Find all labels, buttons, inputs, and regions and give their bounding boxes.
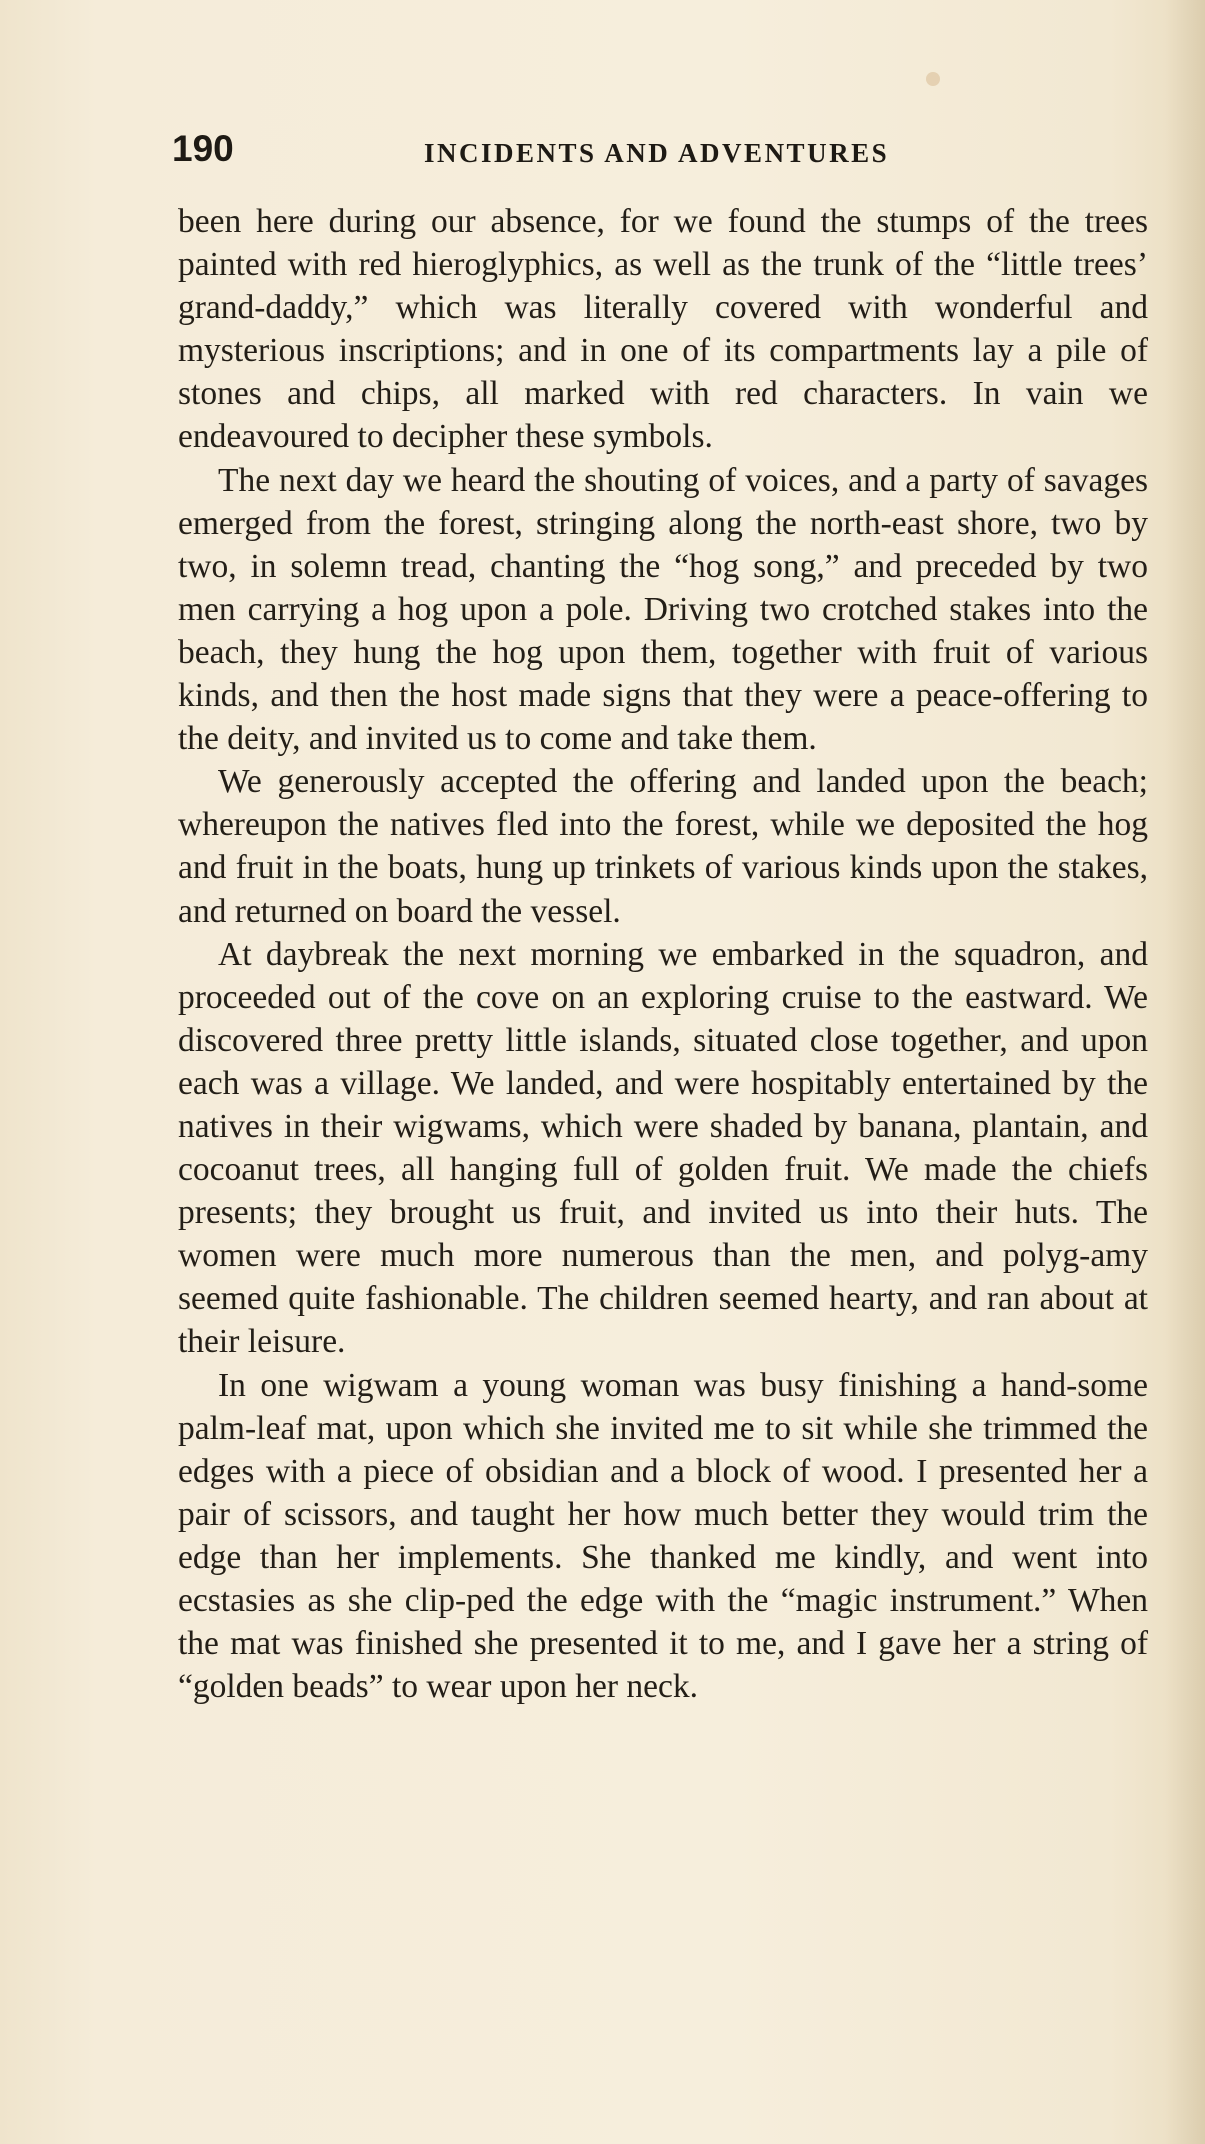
page-edge-shadow [1165, 0, 1205, 2144]
page-number: 190 [172, 128, 234, 169]
page-header [172, 128, 1172, 188]
paragraph-1: been here during our absence, for we found the stumps of the trees painted with red hieroglyphics, as well as the trunk of the “little trees’ grand-daddy,” which was literally covered with wonderful and mysterious inscriptions; and in one of its compartments lay a pile of stones and chips, all marked with red characters. In vain we endeavoured to decipher these symbols. [178, 203, 1148, 456]
paragraph-5: In one wigwam a young woman was busy finishing a hand-some palm-leaf mat, upon which she invited me to sit while she trimmed the edges with a piece of obsidian and a block of wood. I presented her a pair of scissors, and taught her how much better they would trim the edge than her implements. She thanked me kindly, and went into ecstasies as she clip-ped the edge with the “magic instrument.” When the mat was finished she presented it to me, and I gave her a string of “golden beads” to wear upon her neck. [178, 1366, 1148, 1706]
paragraph-4: At daybreak the next morning we embarked in the squadron, and proceeded out of the cove on an exploring cruise to the eastward. We discovered three pretty little islands, situated close together, and upon each was a village. We landed, and were hospitably entertained by the natives in their wigwams, which were shaded by banana, plantain, and cocoanut trees, all hanging full of golden fruit. We made the chiefs presents; they brought us fruit, and invited us into their huts. The women were much more numerous than the men, and polyg-amy seemed quite fashionable. The children seemed hearty, and ran about at their leisure. [178, 935, 1148, 1361]
running-title: INCIDENTS AND ADVENTURES [424, 138, 890, 168]
body-text [178, 200, 1148, 1708]
paragraph-2: The next day we heard the shouting of voices, and a party of savages emerged from the forest, stringing along the north-east shore, two by two, in solemn tread, chanting the “hog song,” and preceded by two men carrying a hog upon a pole. Driving two crotched stakes into the beach, they hung the hog upon them, together with fruit of various kinds, and then the host made signs that they were a peace-offering to the deity, and invited us to come and take them. [178, 461, 1148, 758]
paragraph-3: We generously accepted the offering and landed upon the beach; whereupon the natives fled into the forest, while we deposited the hog and fruit in the boats, hung up trinkets of various kinds upon the stakes, and returned on board the vessel. [178, 763, 1148, 930]
paper-stain [926, 72, 940, 86]
